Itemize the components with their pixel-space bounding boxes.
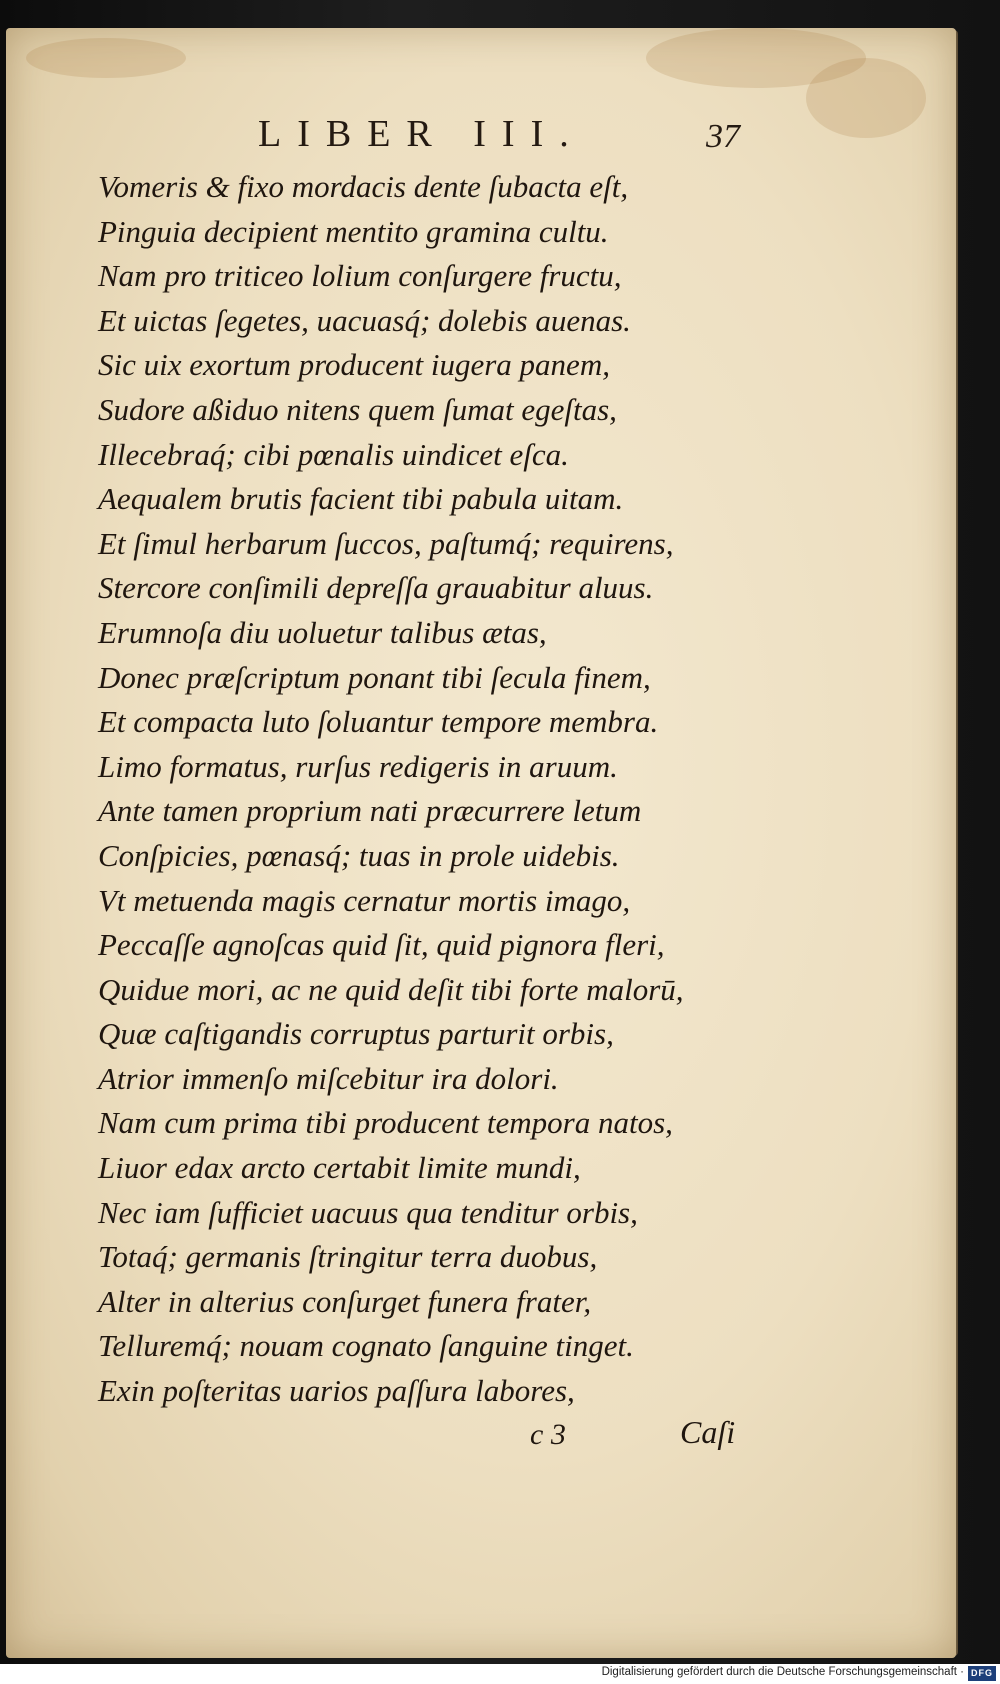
verse-line: Stercore conſimili depreſſa grauabitur aluus. [98,570,654,606]
verse-line: Nam pro triticeo lolium conſurgere fructu, [98,258,622,294]
verse-line: Et ſimul herbarum ſuccos, paſtumq́; requirens, [98,525,674,561]
stain [26,38,186,78]
dfg-logo-icon: DFG [968,1666,996,1681]
verse-line: Et uictas ſegetes, uacuasq́; dolebis auenas. [98,302,631,338]
verse-line: Et compacta luto ſoluantur tempore membra. [98,704,659,740]
verse-line: Atrior immenſo miſcebitur ira dolori. [98,1060,559,1096]
verse-line: Telluremq́; nouam cognato ſanguine tinget. [98,1328,634,1364]
verse-line: Nec iam ſufficiet uacuus qua tenditur orbis, [98,1194,638,1230]
verse-line: Ante tamen proprium nati præcurrere letum [98,793,642,829]
verse-line: Vt metuenda magis cernatur mortis imago, [98,882,631,918]
verse-line: Conſpicies, pœnasq́; tuas in prole uidebis. [98,837,620,873]
verse-line: Illecebraq́; cibi pœnalis uindicet eſca. [98,436,569,472]
verse-line: Vomeris & fixo mordacis dente ſubacta eſt, [98,169,629,204]
verse-line: Quæ caſtigandis corruptus parturit orbis, [98,1016,614,1052]
verse-line: Quidue mori, ac ne quid deſit tibi forte malorū, [98,971,684,1007]
verse-line: Alter in alterius conſurget funera frater, [98,1283,592,1319]
verse-line: Exin poſteritas uarios paſſura labores, [98,1373,575,1409]
verse-line: Totaq́; germanis ſtringitur terra duobus, [98,1239,598,1275]
page-number: 37 [706,118,740,155]
verse-line: Aequalem brutis facient tibi pabula uitam. [98,481,624,517]
signature-mark: c 3 [530,1418,566,1451]
verse-line: Liuor edax arcto certabit limite mundi, [98,1150,581,1186]
verse-text [98,165,778,1414]
verse-line: Pinguia decipient mentito gramina cultu. [98,213,609,249]
verse-line: Sic uix exortum producent iugera panem, [98,347,610,383]
page-header [0,112,1000,162]
running-title: LIBER III. [258,113,585,155]
verse-line: Nam cum prima tibi producent tempora natos, [98,1105,673,1141]
verse-line: Sudore aßiduo nitens quem ſumat egeſtas, [98,391,617,427]
credit-bar [0,1664,1000,1684]
verse-line: Peccaſſe agnoſcas quid ſit, quid pignora fleri, [98,927,665,963]
verse-line: Limo formatus, rurſus redigeris in aruum. [98,748,618,784]
catchword: Caſi [680,1414,736,1450]
credit-text: Digitalisierung gefördert durch die Deutsche Forschungsgemeinschaft · [601,1666,964,1678]
verse-line: Erumnoſa diu uoluetur talibus ætas, [98,614,547,650]
verse-line: Donec præſcriptum ponant tibi ſecula finem, [98,659,651,695]
